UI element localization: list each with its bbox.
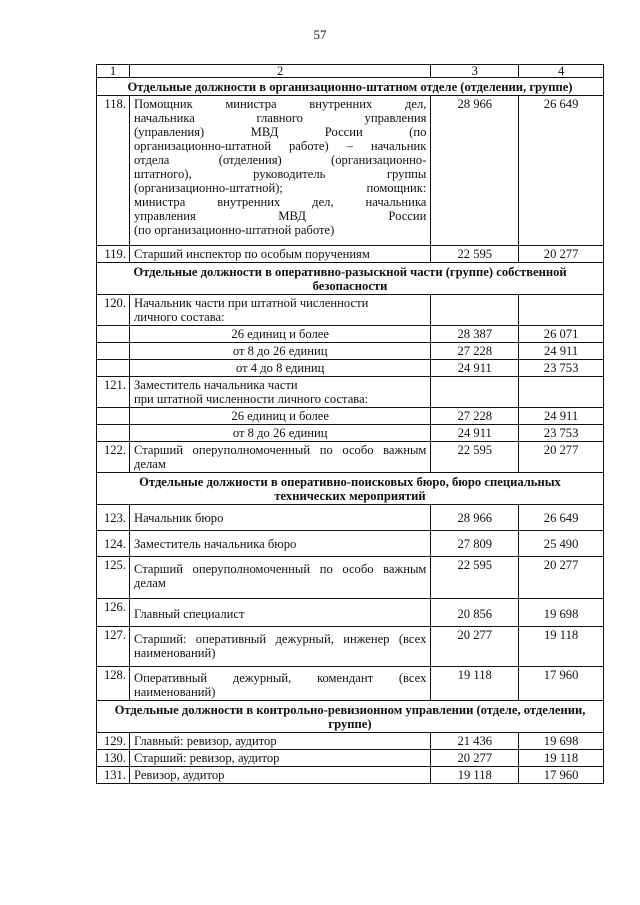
section-title: Отдельные должности в контрольно-ревизионном управлении (отделе, отделении, группе) — [97, 701, 604, 733]
table-header-row — [97, 65, 604, 78]
column-header-2: 2 — [129, 65, 430, 78]
position-cell: Главный специалист — [129, 599, 430, 627]
row-number: 129. — [97, 733, 130, 750]
row-number — [97, 408, 130, 425]
position-cell: Ревизор, аудитор — [129, 767, 430, 784]
table-row — [97, 246, 604, 263]
position-text-line: (управления) МВД России (по — [133, 125, 427, 139]
row-number: 118. — [97, 96, 130, 246]
salary-value-col3: 27 228 — [431, 408, 519, 425]
section-title: Отдельные должности в оперативно-разыскной части (группе) собственной безопасности — [97, 263, 604, 295]
position-cell: Главный: ревизор, аудитор — [129, 733, 430, 750]
table-row — [97, 599, 604, 627]
salary-value-col4: 20 277 — [519, 246, 604, 263]
salary-value-col4: 19 118 — [519, 750, 604, 767]
salary-value-col4: 19 698 — [519, 599, 604, 627]
position-text-line: Начальник части при штатной численности — [133, 296, 369, 310]
table-row — [97, 750, 604, 767]
salary-value-col3: 22 595 — [431, 557, 519, 599]
row-number: 124. — [97, 531, 130, 557]
position-cell — [129, 96, 430, 246]
position-text-line: Заместитель начальника части — [133, 378, 298, 392]
salary-value-col3: 28 966 — [431, 96, 519, 246]
table-subrow — [97, 425, 604, 442]
table-row — [97, 767, 604, 784]
position-text-line: министра внутренних дел, начальника — [133, 195, 427, 209]
salary-value-col4: 26 649 — [519, 505, 604, 531]
table-row — [97, 627, 604, 667]
salary-value-col3: 28 966 — [431, 505, 519, 531]
salary-value-col4: 23 753 — [519, 360, 604, 377]
salary-value-col4: 24 911 — [519, 343, 604, 360]
table-subrow — [97, 408, 604, 425]
salary-value-col3: 20 277 — [431, 627, 519, 667]
row-number: 121. — [97, 377, 130, 408]
position-text-line: начальника главного управления — [133, 111, 427, 125]
row-number: 120. — [97, 295, 130, 326]
salary-value-col3: 20 856 — [431, 599, 519, 627]
column-header-1: 1 — [97, 65, 130, 78]
salary-value-col4: 25 490 — [519, 531, 604, 557]
section-header-row — [97, 473, 604, 505]
column-header-4: 4 — [519, 65, 604, 78]
salary-value-col3: 27 809 — [431, 531, 519, 557]
position-cell — [129, 295, 430, 326]
row-number: 125. — [97, 557, 130, 599]
row-number: 130. — [97, 750, 130, 767]
table-subrow — [97, 326, 604, 343]
position-cell: Старший: оперативный дежурный, инженер (всех наименований) — [129, 627, 430, 667]
row-number: 123. — [97, 505, 130, 531]
salary-value-col4: 19 118 — [519, 627, 604, 667]
salary-value-col3: 28 387 — [431, 326, 519, 343]
row-number — [97, 425, 130, 442]
salary-value-col4 — [519, 295, 604, 326]
position-text-line: (организационно-штатной); помощник: — [133, 181, 427, 195]
column-header-3: 3 — [431, 65, 519, 78]
section-header-row — [97, 701, 604, 733]
position-cell: Старший оперуполномоченный по особо важным делам — [129, 557, 430, 599]
salary-value-col3: 22 595 — [431, 442, 519, 473]
salary-value-col4: 17 960 — [519, 767, 604, 784]
position-text-line: Помощник министра внутренних дел, — [133, 97, 427, 111]
table-subrow — [97, 343, 604, 360]
position-cell: Старший: ревизор, аудитор — [129, 750, 430, 767]
salary-value-col3: 19 118 — [431, 767, 519, 784]
salary-value-col4: 26 649 — [519, 96, 604, 246]
salary-value-col4: 17 960 — [519, 667, 604, 701]
salary-value-col3: 27 228 — [431, 343, 519, 360]
table-row — [97, 377, 604, 408]
salary-value-col3: 24 911 — [431, 360, 519, 377]
salary-table — [96, 64, 604, 784]
salary-value-col4: 19 698 — [519, 733, 604, 750]
subrow-label: от 8 до 26 единиц — [129, 343, 430, 360]
table-row — [97, 505, 604, 531]
salary-value-col4: 20 277 — [519, 557, 604, 599]
row-number: 127. — [97, 627, 130, 667]
position-text-line: штатного), руководитель группы — [133, 167, 427, 181]
position-text-line: управления МВД России — [133, 209, 427, 223]
position-text-line: организационно-штатной работе) – начальник — [133, 139, 427, 153]
subrow-label: от 8 до 26 единиц — [129, 425, 430, 442]
subrow-label: 26 единиц и более — [129, 408, 430, 425]
salary-value-col4: 23 753 — [519, 425, 604, 442]
position-cell: Начальник бюро — [129, 505, 430, 531]
table-row — [97, 295, 604, 326]
subrow-label: от 4 до 8 единиц — [129, 360, 430, 377]
salary-value-col4: 26 071 — [519, 326, 604, 343]
section-title: Отдельные должности в оперативно-поисковых бюро, бюро специальных технических мероприятий — [97, 473, 604, 505]
table-row — [97, 733, 604, 750]
salary-value-col3 — [431, 295, 519, 326]
subrow-label: 26 единиц и более — [129, 326, 430, 343]
row-number — [97, 326, 130, 343]
section-header-row — [97, 78, 604, 96]
table-row — [97, 96, 604, 246]
position-text-line: личного состава: — [133, 310, 225, 324]
row-number: 119. — [97, 246, 130, 263]
salary-value-col4: 24 911 — [519, 408, 604, 425]
table-row — [97, 442, 604, 473]
salary-value-col4 — [519, 377, 604, 408]
section-title: Отдельные должности в организационно-штатном отделе (отделении, группе) — [97, 78, 604, 96]
position-cell: Заместитель начальника бюро — [129, 531, 430, 557]
position-text-line: отдела (отделения) (организационно- — [133, 153, 427, 167]
page-number: 57 — [313, 27, 327, 42]
row-number: 128. — [97, 667, 130, 701]
table-row — [97, 667, 604, 701]
table-subrow — [97, 360, 604, 377]
row-number — [97, 360, 130, 377]
row-number: 126. — [97, 599, 130, 627]
position-cell: Оперативный дежурный, комендант (всех наименований) — [129, 667, 430, 701]
salary-value-col3: 21 436 — [431, 733, 519, 750]
position-text-line: при штатной численности личного состава: — [133, 392, 369, 406]
salary-value-col3: 22 595 — [431, 246, 519, 263]
position-cell: Старший инспектор по особым поручениям — [129, 246, 430, 263]
position-text-line: (по организационно-штатной работе) — [133, 223, 335, 237]
salary-value-col3: 24 911 — [431, 425, 519, 442]
table-row — [97, 531, 604, 557]
table-row — [97, 557, 604, 599]
section-header-row — [97, 263, 604, 295]
row-number: 131. — [97, 767, 130, 784]
position-cell: Старший оперуполномоченный по особо важным делам — [129, 442, 430, 473]
row-number — [97, 343, 130, 360]
position-cell — [129, 377, 430, 408]
row-number: 122. — [97, 442, 130, 473]
salary-value-col4: 20 277 — [519, 442, 604, 473]
salary-value-col3 — [431, 377, 519, 408]
salary-value-col3: 20 277 — [431, 750, 519, 767]
salary-value-col3: 19 118 — [431, 667, 519, 701]
